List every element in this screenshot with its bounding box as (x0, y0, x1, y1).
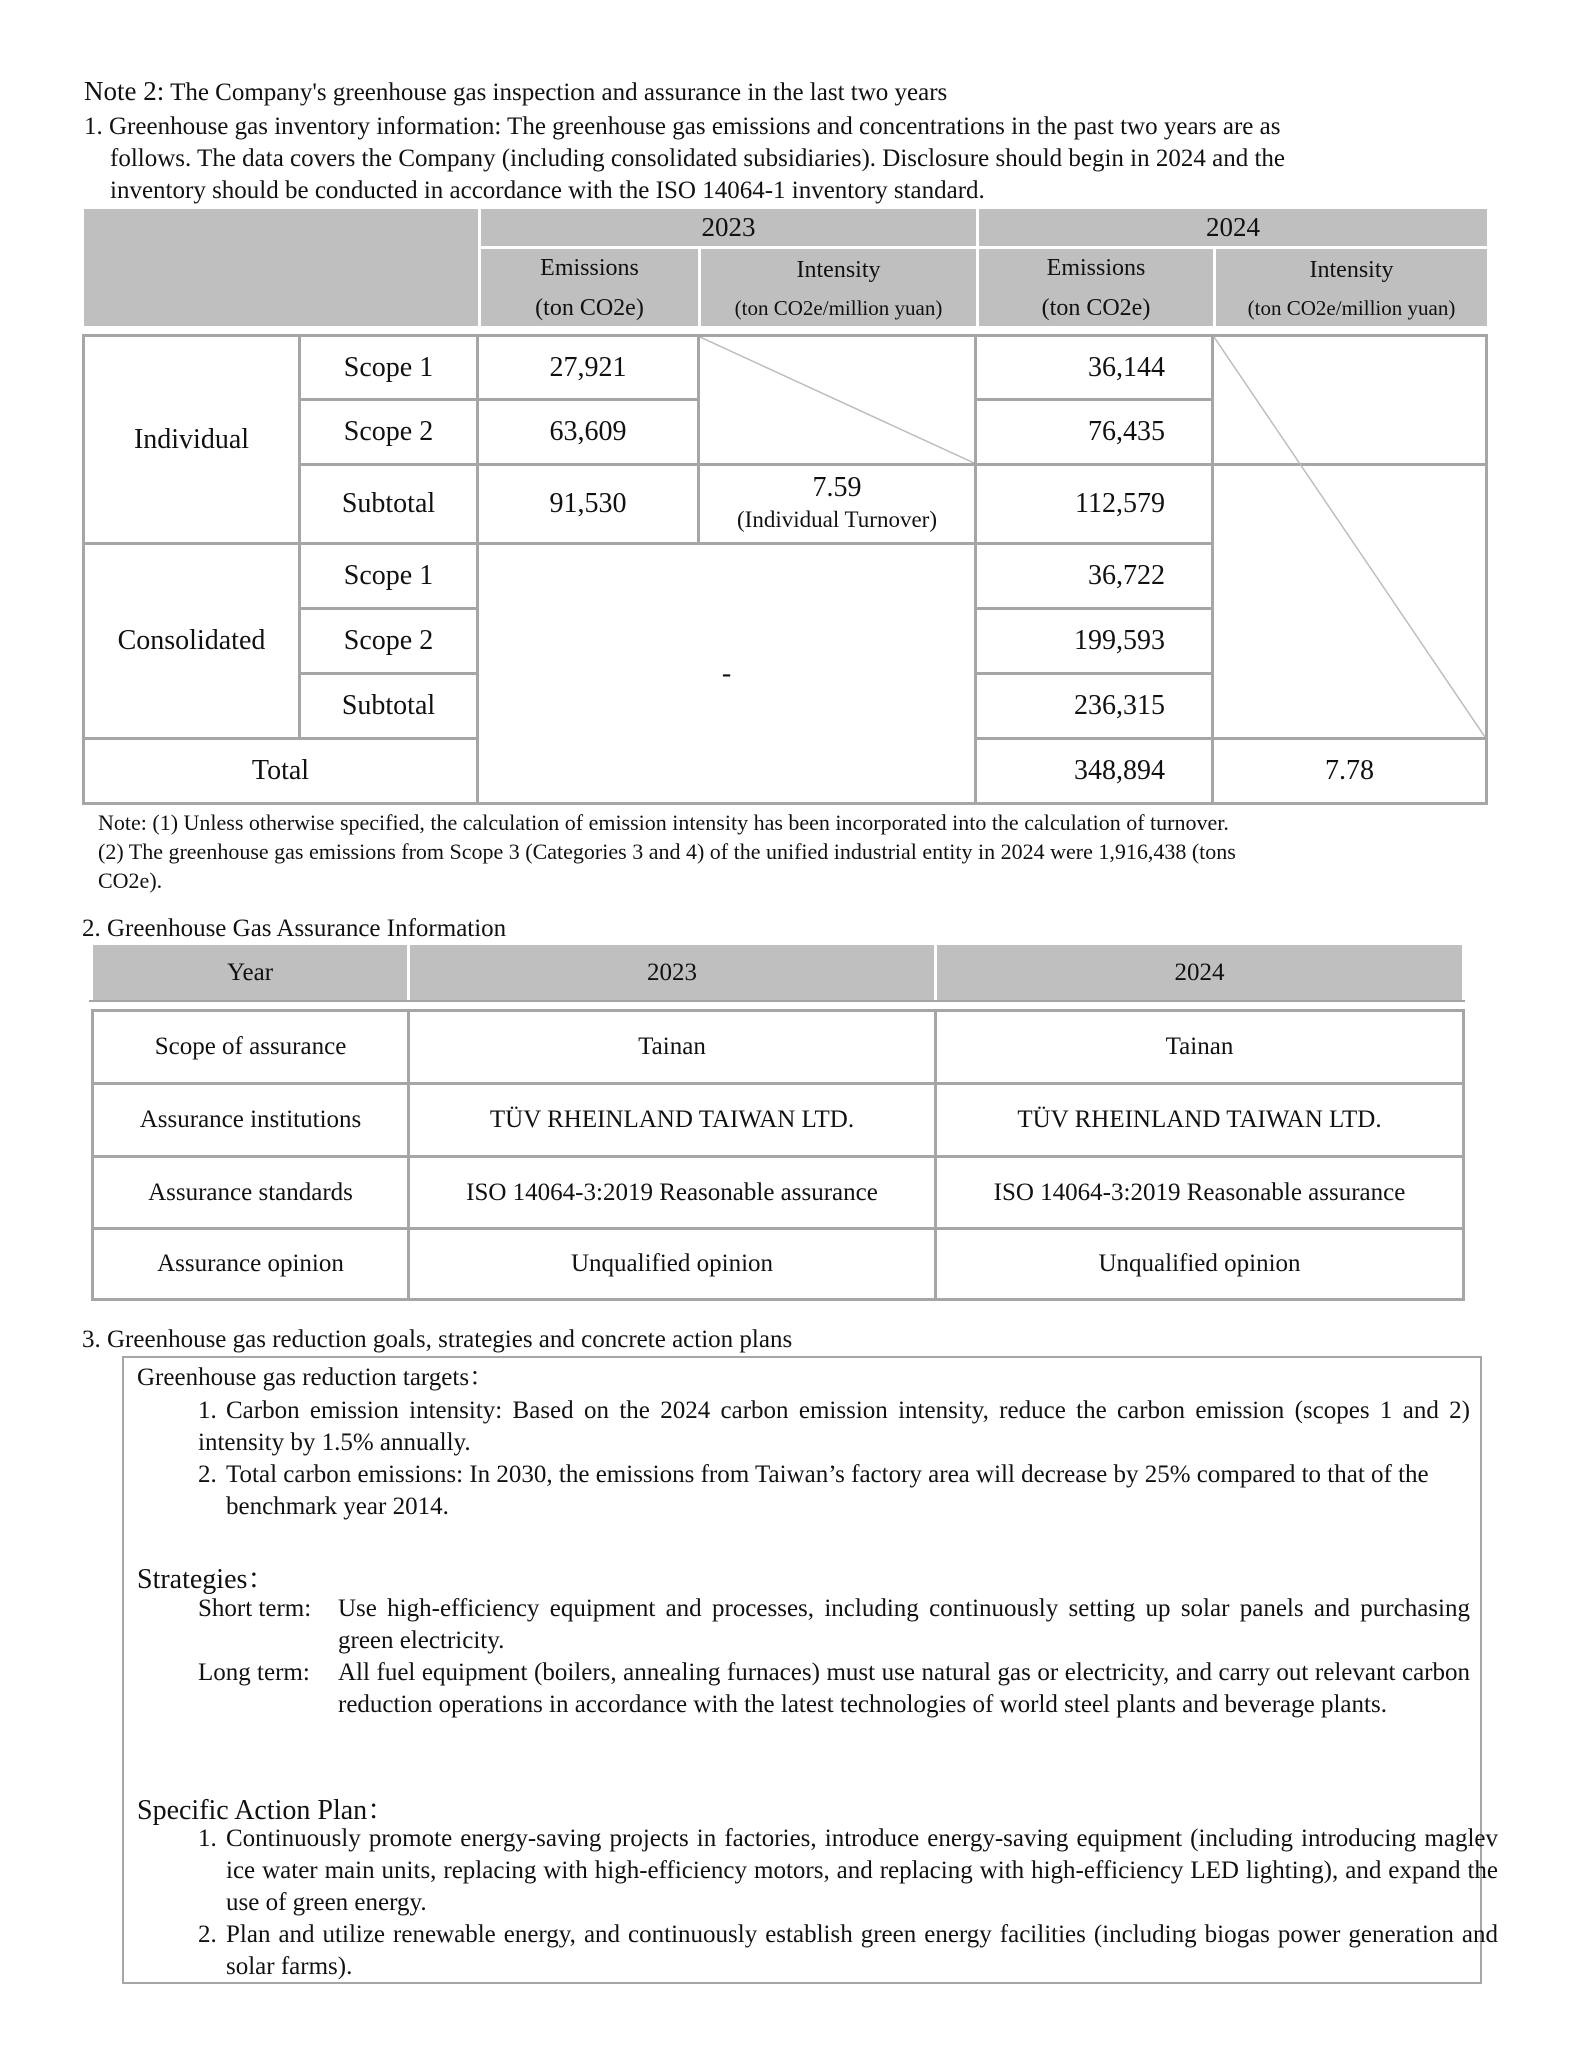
action-plan-heading: Specific Action Plan： (137, 1795, 396, 1826)
grid-line (89, 1000, 1465, 1002)
diagonal-slash-2024-intensity (1214, 337, 1485, 737)
cell-2023-individual-subtotal: 91,530 (549, 488, 627, 519)
section1-line-1: 1. Greenhouse gas inventory information: The greenhouse gas emissions and concentrations in the past two years are as (84, 113, 1281, 140)
assurance-cell-2023: Tainan (638, 1033, 706, 1060)
grid-line (91, 1298, 1465, 1301)
strategy-term-text: Use high-efficiency equipment and processes, including continuously setting up solar panels and purchasing green electricity. (338, 1595, 1470, 1654)
cell-2024-individual-subtotal: 112,579 (1075, 488, 1165, 519)
group-total: Total (251, 755, 310, 786)
strategy-term-label: Long term: (198, 1659, 310, 1686)
header-unit: (ton CO2e/million yuan) (734, 295, 943, 320)
header-unit: (ton CO2e) (535, 294, 644, 321)
cell-2023-individual-intensity (700, 466, 974, 542)
emissions-table-header (84, 209, 1487, 326)
assurance-header-2024: 2024 (937, 945, 1462, 1000)
intensity-value: 7.59 (812, 472, 862, 503)
assurance-row-label: Scope of assurance (154, 1033, 347, 1060)
row-label-consolidated-scope2: Scope 2 (343, 625, 434, 656)
assurance-cell-2024: Unqualified opinion (1098, 1250, 1301, 1277)
header-unit: (ton CO2e/million yuan) (1247, 295, 1456, 320)
cell-2024-individual-scope1: 36,144 (1088, 351, 1165, 383)
strategies-heading: Strategies： (137, 1564, 276, 1595)
header-unit: (ton CO2e) (1041, 294, 1151, 321)
list-number: 1. (198, 1397, 217, 1424)
assurance-cell-2023: Unqualified opinion (570, 1250, 774, 1277)
list-text: Continuously promote energy-saving projects in factories, introduce energy-saving equipment (including introducing maglev ice water main units, replacing with high-efficiency motors, and replacing with high-efficiency LED lighting), and expand the use of green energy. (226, 1825, 1498, 1916)
section3-title: 3. Greenhouse gas reduction goals, strategies and concrete action plans (82, 1326, 793, 1353)
header-year-2024: 2024 (1206, 212, 1260, 242)
assurance-row-label: Assurance institutions (139, 1106, 362, 1133)
group-consolidated: Consolidated (117, 625, 266, 656)
note2-heading (84, 76, 947, 108)
note2-label: Note 2: (84, 76, 165, 106)
row-label-individual-scope1: Scope 1 (343, 351, 434, 383)
diagonal-slash-2023-intensity (700, 337, 974, 463)
strategy-term-text: All fuel equipment (boilers, annealing furnaces) must use natural gas or electricity, and carry out relevant carbon reduction operations in accordance with the latest technologies of world steel plants and beverage plants. (338, 1659, 1470, 1718)
strategy-term-label: Short term: (198, 1595, 312, 1622)
row-label-individual-subtotal: Subtotal (341, 488, 436, 519)
note2-title: The Company's greenhouse gas inspection and assurance in the last two years (170, 79, 948, 106)
header-title: Emissions (1046, 254, 1146, 281)
cell-2023-consolidated: - (721, 657, 732, 689)
assurance-row-label: Assurance opinion (157, 1250, 344, 1277)
section1-line-3: inventory should be conducted in accordance with the ISO 14064-1 inventory standard. (110, 177, 985, 204)
grid-line (1462, 1009, 1465, 1301)
header-intensity-2023 (701, 249, 976, 326)
header-emissions-2024 (979, 249, 1213, 326)
header-year-2023: 2023 (701, 212, 756, 242)
cell-2024-consolidated-scope1: 36,722 (1088, 560, 1165, 591)
assurance-cell-2024: ISO 14064-3:2019 Reasonable assurance (993, 1178, 1406, 1206)
list-text: Carbon emission intensity: Based on the 2024 carbon emission intensity, reduce the carbon emission (scopes 1 and 2) intensity by 1.5% annually. (198, 1397, 1470, 1456)
row-label-individual-scope2: Scope 2 (343, 416, 434, 447)
assurance-header-year: Year (93, 945, 407, 1000)
list-number: 2. (198, 1921, 217, 1948)
header-title: Intensity (796, 256, 881, 283)
assurance-header-2023: 2023 (410, 945, 934, 1000)
list-number: 1. (198, 1825, 217, 1852)
assurance-cell-2023: TÜV RHEINLAND TAIWAN LTD. (489, 1106, 855, 1133)
targets-heading: Greenhouse gas reduction targets： (137, 1364, 495, 1391)
header-intensity-2024 (1216, 249, 1487, 326)
assurance-cell-2024: TÜV RHEINLAND TAIWAN LTD. (1017, 1106, 1382, 1133)
header-title: Intensity (1309, 256, 1394, 283)
target-item-1 (198, 1395, 1470, 1459)
cell-2024-individual-scope2: 76,435 (1088, 416, 1165, 447)
header-emissions-2023 (481, 249, 698, 326)
table-note-1: Note: (1) Unless otherwise specified, the calculation of emission intensity has been incorporated into the calculation of turnover. (98, 810, 1229, 835)
list-text: Plan and utilize renewable energy, and continuously establish green energy facilities (including biogas power generation and solar farms). (226, 1921, 1498, 1980)
action-item-1 (198, 1823, 1498, 1919)
assurance-row-label: Assurance standards (148, 1178, 353, 1206)
grid-line (82, 802, 1488, 805)
table-note-3: CO2e). (98, 868, 163, 893)
table-note-2: (2) The greenhouse gas emissions from Scope 3 (Categories 3 and 4) of the unified industrial entity in 2024 were 1,916,438 (tons (98, 839, 1236, 864)
cell-2023-individual-scope1: 27,921 (549, 351, 627, 383)
cell-2024-total: 348,894 (1074, 755, 1165, 786)
cell-2023-individual-scope2: 63,609 (549, 416, 627, 447)
assurance-cell-2024: Tainan (1165, 1033, 1234, 1060)
row-label-consolidated-scope1: Scope 1 (343, 560, 434, 591)
group-individual: Individual (133, 423, 250, 455)
intensity-note: (Individual Turnover) (737, 507, 937, 532)
section2-title: 2. Greenhouse Gas Assurance Information (82, 915, 507, 942)
assurance-cell-2023: ISO 14064-3:2019 Reasonable assurance (466, 1178, 878, 1206)
action-item-2 (198, 1919, 1498, 1983)
strategy-short-term (198, 1593, 1470, 1657)
cell-2024-total-intensity: 7.78 (1325, 755, 1374, 786)
list-number: 2. (198, 1461, 217, 1488)
cell-2024-consolidated-scope2: 199,593 (1074, 625, 1165, 656)
target-item-2 (198, 1459, 1498, 1523)
header-title: Emissions (540, 254, 639, 281)
strategy-long-term (198, 1657, 1470, 1721)
cell-2024-consolidated-subtotal: 236,315 (1074, 690, 1165, 721)
row-label-consolidated-subtotal: Subtotal (341, 690, 436, 721)
list-text: Total carbon emissions: In 2030, the emissions from Taiwan’s factory area will decrease by 25% compared to that of the benchmark year 2014. (226, 1461, 1429, 1520)
grid-line (1485, 334, 1488, 805)
section1-line-2: follows. The data covers the Company (including consolidated subsidiaries). Disclosure should begin in 2024 and the (110, 145, 1286, 172)
